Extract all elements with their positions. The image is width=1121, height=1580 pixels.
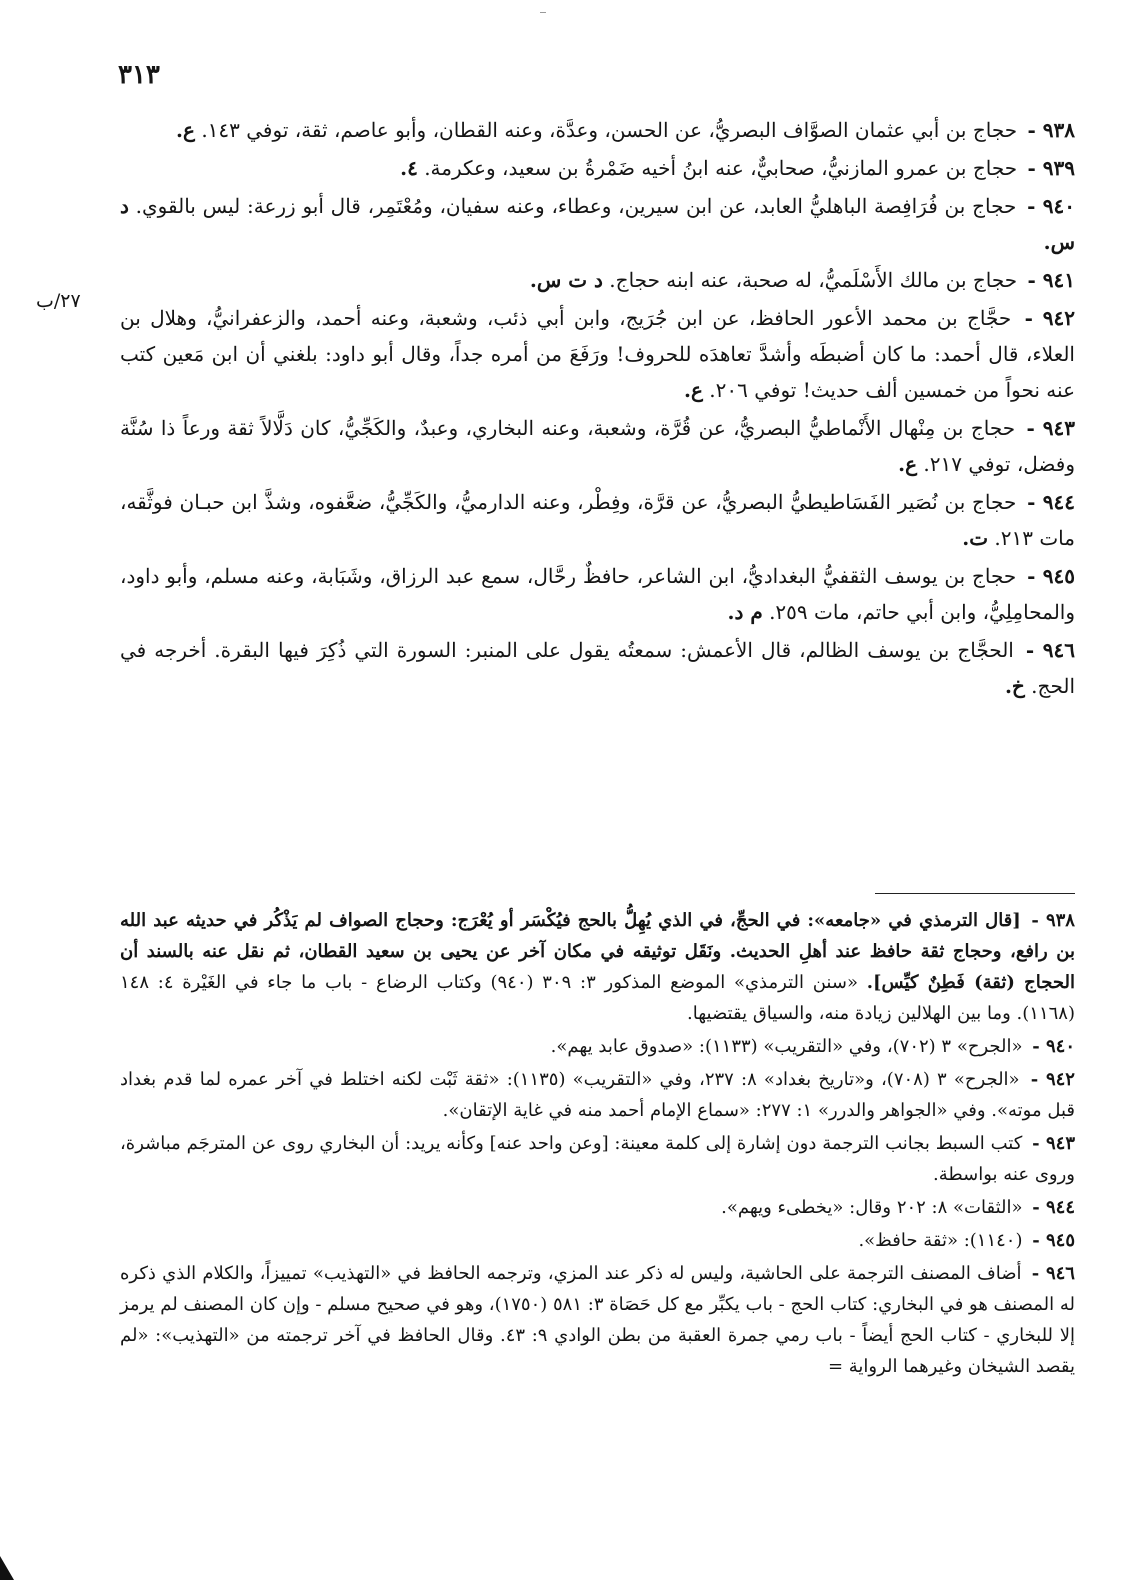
entry-text: حجاج بن عمرو المازنيُّ، صحابيٌّ، عنه ابنُ أخيه ضَمْرةُ بن سعيد، وعكرمة. xyxy=(424,156,1018,180)
entry-number: ٩٤٠ - xyxy=(1027,194,1075,218)
note-number: ٩٤٢ - xyxy=(1030,1069,1075,1090)
entry-946 xyxy=(120,632,1075,704)
note-text: كتب السبط بجانب الترجمة دون إشارة إلى كلمة معينة: [وعن واحد عنه] وكأنه يريد: أن البخاري روى عن المترجَم مباشرة، وروى عنه بواسطة. xyxy=(120,1133,1075,1185)
margin-note: ٢٧/ب xyxy=(36,290,81,312)
entry-text: حجاج بن مِنْهال الأَنْماطيُّ البصريُّ، عن قُرَّة، وشعبة، وعنه البخاري، وعبدٌ، والكَجِّيُّ، كان دَلَّالاً ثقة ورعاً ذا سُنَّة وفضل، توفي ٢١٧. xyxy=(120,416,1075,476)
entry-text: حجَّاج بن محمد الأعور الحافظ، عن ابن جُرَيج، وابن أبي ذئب، وشعبة، وعنه أحمد، والزعفرانيُّ، وهلال بن العلاء، قال أحمد: ما كان أضبطَه وأشدَّ تعاهدَه للحروف! ورَفَعَ من أمره جداً، وقال أبو داود: بلغني أن ابن مَعين كتب عنه نحواً من خمسين ألف حديث! توفي ٢٠٦. xyxy=(120,306,1075,402)
entry-symbol: د س. xyxy=(120,194,1075,254)
entry-942 xyxy=(120,300,1075,408)
note-946 xyxy=(120,1258,1075,1382)
note-text: «الجرح» ٣ (٧٠٢)، وفي «التقريب» (١١٣٣): «صدوق عابد يهم». xyxy=(550,1036,1023,1057)
entry-number: ٩٤٦ - xyxy=(1025,638,1076,662)
note-number: ٩٤٦ - xyxy=(1031,1263,1075,1284)
entry-symbol: ع. xyxy=(176,118,195,142)
page-number: ٣١٣ xyxy=(118,60,160,90)
note-text: (١١٤٠): «ثقة حافظ». xyxy=(858,1230,1023,1251)
entry-number: ٩٤٤ - xyxy=(1027,490,1076,514)
entry-944 xyxy=(120,484,1075,556)
note-945 xyxy=(120,1225,1075,1256)
entry-number: ٩٣٩ - xyxy=(1027,156,1075,180)
entry-text: الحجَّاج بن يوسف الظالم، قال الأعمش: سمعتُه يقول على المنبر: السورة التي ذُكِرَ فيها البقرة. أخرجه في الحج. xyxy=(120,638,1075,698)
entry-symbol: ع. xyxy=(898,452,918,476)
note-943 xyxy=(120,1128,1075,1190)
entry-number: ٩٤٥ - xyxy=(1027,564,1076,588)
note-text: «الثقات» ٨: ٢٠٢ وقال: «يخطىء ويهم». xyxy=(721,1197,1023,1218)
entry-number: ٩٤١ - xyxy=(1027,268,1075,292)
entry-938 xyxy=(120,112,1075,148)
note-number: ٩٤٠ - xyxy=(1032,1036,1075,1057)
entry-symbol: د ت س. xyxy=(529,268,603,292)
note-text: أضاف المصنف الترجمة على الحاشية، وليس له ذكر عند المزي، وترجمه الحافظ في «التهذيب» تمييزاً، والكلام الذي ذكره له المصنف هو في البخاري: كتاب الحج - باب يكبِّر مع كل حَصَاة ٣: ٥٨١ (١٧٥٠)، وهو في صحيح مسلم - وإن كان المصنف لم يرمز إلا للبخاري - كتاب الحج أيضاً - باب رمي جمرة العقبة من بطن الوادي ٩: ٤٣. وقال الحافظ في آخر ترجمته من «التهذيب»: «لم يقصد الشيخان وغيرهما الرواية = xyxy=(120,1263,1075,1377)
page-corner-mark xyxy=(0,1556,14,1580)
note-940 xyxy=(120,1031,1075,1062)
entry-symbol: خ. xyxy=(1004,674,1025,698)
entry-number: ٩٣٨ - xyxy=(1027,118,1075,142)
entry-symbol: م د. xyxy=(727,600,763,624)
footnotes xyxy=(120,905,1075,1384)
entry-symbol: ت. xyxy=(962,526,989,550)
entry-symbol: ٤. xyxy=(400,156,418,180)
entry-text: حجاج بن أبي عثمان الصوَّاف البصريُّ، عن الحسن، وعدَّة، وعنه القطان، وأبو عاصم، ثقة، توفي ١٤٣. xyxy=(201,118,1018,142)
note-944 xyxy=(120,1192,1075,1223)
note-number: ٩٤٣ - xyxy=(1032,1133,1075,1154)
entry-939 xyxy=(120,150,1075,186)
main-text xyxy=(120,112,1075,706)
entry-940 xyxy=(120,188,1075,260)
note-bold-text: [قال الترمذي في «جامعه»: في الحجِّ، في الذي يُهِلُّ بالحج فيُكْسَر أو يُعْرَج: وحجاج الصواف لم يَذْكُر في حديثه عبد الله بن رافع، وحجاج ثقة حافظ عند أهلِ الحديث. ونَقَل توثيقه في مكان آخر عن يحيى بن سعيد القطان، ثم نقل عنه بالسند أن الحجاج (ثقة) فَطِنٌ كيِّس]. xyxy=(120,910,1075,993)
note-942 xyxy=(120,1064,1075,1126)
note-text: «الجرح» ٣ (٧٠٨)، و«تاريخ بغداد» ٨: ٢٣٧، وفي «التقريب» (١١٣٥): «ثقة ثَبْت لكنه اختلط في آخر عمره لما قدم بغداد قبل موته». وفي «الجواهر والدرر» ١: ٢٧٧: «سماع الإمام أحمد منه في غاية الإتقان». xyxy=(120,1069,1075,1121)
note-number: ٩٤٤ - xyxy=(1032,1197,1075,1218)
entry-943 xyxy=(120,410,1075,482)
entry-text: حجاج بن مالك الأَسْلَميُّ، له صحبة، عنه ابنه حجاج. xyxy=(609,268,1018,292)
entry-941 xyxy=(120,262,1075,298)
entry-number: ٩٤٣ - xyxy=(1026,416,1075,440)
note-number: ٩٤٥ - xyxy=(1032,1230,1075,1251)
note-text: «سنن الترمذي» الموضع المذكور ٣: ٣٠٩ (٩٤٠) وكتاب الرضاع - باب ما جاء في الغَيْرة ٤: ١٤٨ (١١٦٨). وما بين الهلالين زيادة منه، والسياق يقتضيها. xyxy=(120,972,1075,1024)
entry-number: ٩٤٢ - xyxy=(1024,306,1076,330)
note-number: ٩٣٨ - xyxy=(1031,910,1075,931)
entry-symbol: ع. xyxy=(684,378,703,402)
entry-text: حجاج بن يوسف الثقفيُّ البغداديُّ، ابن الشاعر، حافظٌ رحَّال، سمع عبد الرزاق، وشَبَابة، وعنه مسلم، وأبو داود، والمحامِلِيُّ، وابن أبي حاتم، مات ٢٥٩. xyxy=(120,564,1075,624)
entry-text: حجاج بن نُصَير الفَسَاطيطيُّ البصريُّ، عن قرَّة، وفِطْر، وعنه الدارميُّ، والكَجِّيُّ، ضعَّفوه، وشذَّ ابن حبـان فوثَّقه، مات ٢١٣. xyxy=(120,490,1075,550)
footnote-separator xyxy=(875,893,1075,894)
entry-945 xyxy=(120,558,1075,630)
entry-text: حجاج بن فُرَافِصة الباهليُّ العابد، عن ابن سيرين، وعطاء، وعنه سفيان، ومُعْتَمِر، قال أبو زرعة: ليس بالقوي. xyxy=(135,194,1017,218)
note-938 xyxy=(120,905,1075,1029)
scan-mark xyxy=(540,12,546,13)
